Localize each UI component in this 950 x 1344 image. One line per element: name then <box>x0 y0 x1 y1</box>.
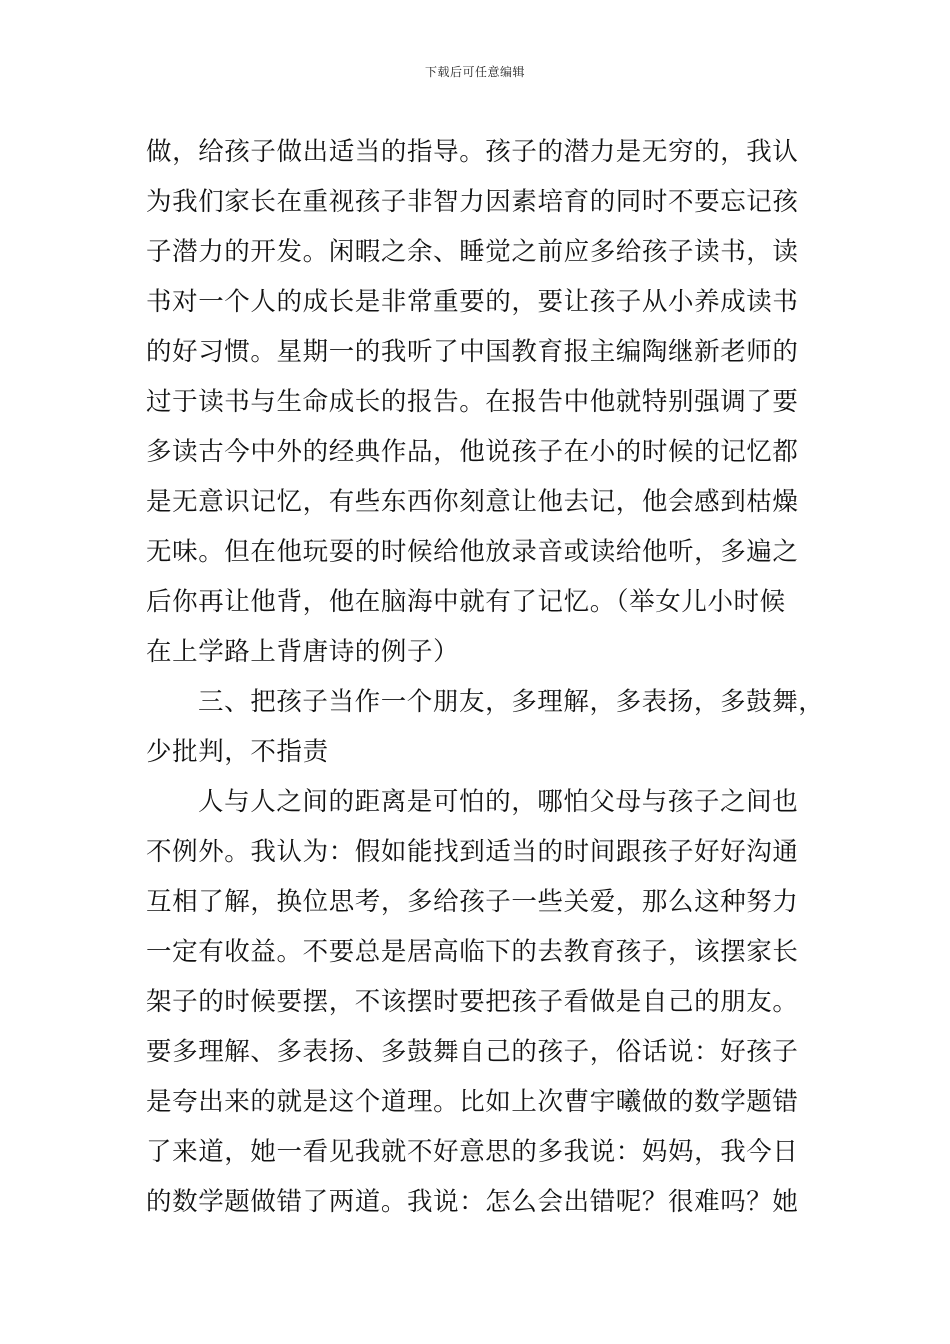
text-line: 是无意识记忆，有些东西你刻意让他去记，他会感到枯燥 <box>146 487 799 517</box>
text-line: 子潜力的开发。闲暇之余、睡觉之前应多给孩子读书，读 <box>146 237 799 267</box>
paragraph-start-line: 人与人之间的距离是可怕的，哪怕父母与孩子之间也 <box>198 787 799 817</box>
page-header: 下载后可任意编辑 <box>424 65 525 79</box>
text-line: 多读古今中外的经典作品，他说孩子在小的时候的记忆都 <box>146 437 799 467</box>
text-line: 的数学题做错了两道。我说：怎么会出错呢？很难吗？她 <box>146 1187 799 1217</box>
text-line: 后你再让他背，他在脑海中就有了记忆。（举女儿小时候 <box>146 587 786 617</box>
text-line: 架子的时候要摆，不该摆时要把孩子看做是自己的朋友。 <box>146 987 799 1017</box>
text-line: 的好习惯。星期一的我听了中国教育报主编陶继新老师的 <box>146 337 799 367</box>
text-line: 一定有收益。不要总是居高临下的去教育孩子，该摆家长 <box>146 937 799 967</box>
text-line: 无味。但在他玩耍的时候给他放录音或读给他听，多遍之 <box>146 537 799 567</box>
text-line: 了来道，她一看见我就不好意思的多我说：妈妈，我今日 <box>146 1137 799 1167</box>
section-heading-line: 三、把孩子当作一个朋友，多理解，多表扬，多鼓舞， <box>198 687 825 717</box>
text-line: 在上学路上背唐诗的例子） <box>146 637 460 667</box>
text-line: 互相了解，换位思考，多给孩子一些关爱，那么这种努力 <box>146 887 799 917</box>
text-line: 书对一个人的成长是非常重要的，要让孩子从小养成读书 <box>146 287 799 317</box>
text-line: 是夸出来的就是这个道理。比如上次曹宇曦做的数学题错 <box>146 1087 799 1117</box>
section-heading-line: 少批判，不指责 <box>146 737 329 767</box>
text-line: 做，给孩子做出适当的指导。孩子的潜力是无穷的，我认 <box>146 137 799 167</box>
text-line: 过于读书与生命成长的报告。在报告中他就特别强调了要 <box>146 387 799 417</box>
text-line: 不例外。我认为：假如能找到适当的时间跟孩子好好沟通 <box>146 837 799 867</box>
text-line: 要多理解、多表扬、多鼓舞自己的孩子，俗话说：好孩子 <box>146 1037 799 1067</box>
text-line: 为我们家长在重视孩子非智力因素培育的同时不要忘记孩 <box>146 187 799 217</box>
